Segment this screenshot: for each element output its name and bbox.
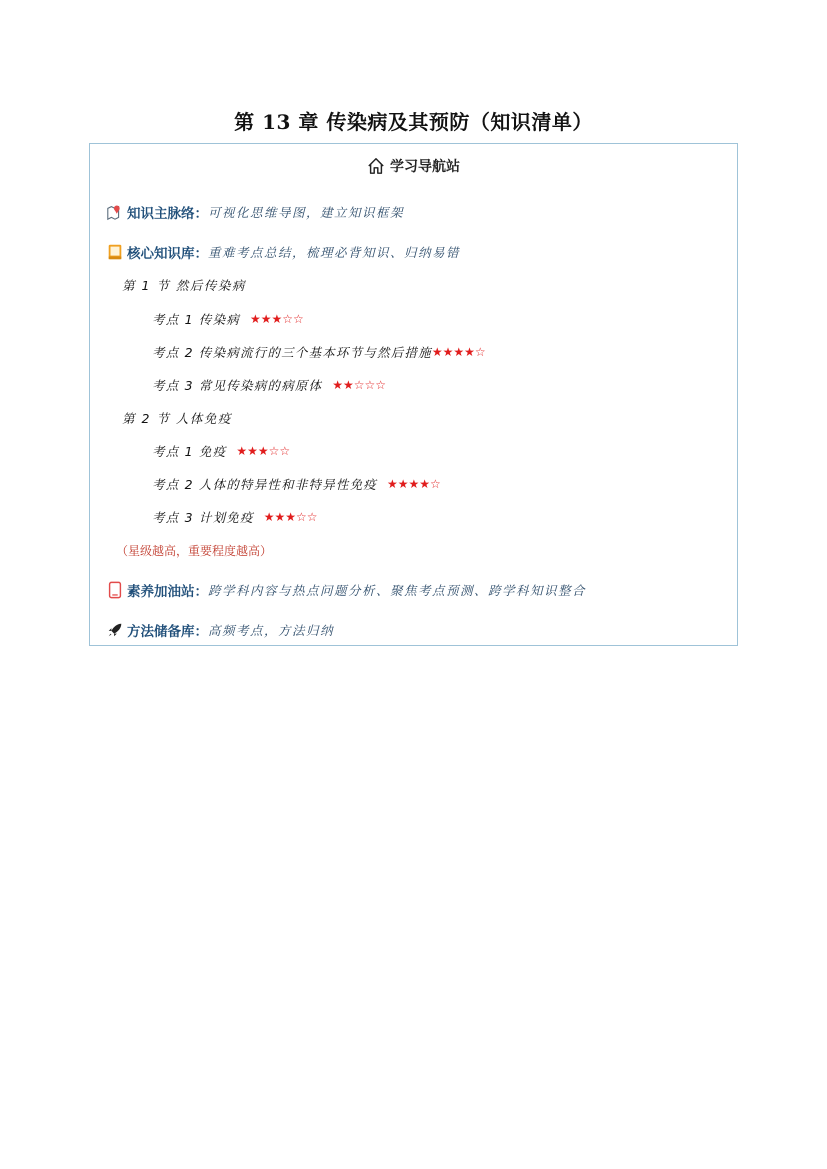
booster-text: 跨学科内容与热点问题分析、聚焦考点预测、跨学科知识整合 <box>208 583 587 598</box>
map-pin-icon <box>106 203 124 221</box>
point-2-1-stars: ★★★☆☆ <box>236 444 291 458</box>
core-text: 重难考点总结，梳理必背知识、归纳易错 <box>208 245 461 260</box>
booster-label: 素养加油站： <box>127 584 208 600</box>
point-2-2 <box>152 475 441 493</box>
methods-label: 方法储备库： <box>127 624 208 640</box>
point-2-1 <box>152 442 290 460</box>
methods-text: 高频考点，方法归纳 <box>208 623 335 638</box>
knowledge-box <box>89 143 738 646</box>
home-icon <box>367 157 385 175</box>
mindmap-label: 知识主脉络： <box>127 206 208 222</box>
section-booster <box>106 580 586 600</box>
importance-note-text: （星级越高，重要程度越高） <box>116 544 273 558</box>
point-1-1 <box>152 310 304 328</box>
point-2-2-label: 考点 2 人体的特异性和非特异性免疫 <box>152 477 378 492</box>
section-core <box>106 242 460 262</box>
point-2-3 <box>152 508 318 526</box>
phone-icon <box>106 581 124 599</box>
point-1-3-stars: ★★☆☆☆ <box>332 378 386 392</box>
nav-header <box>90 156 737 179</box>
point-1-3-label: 考点 3 常见传染病的病原体 <box>152 378 323 393</box>
point-1-1-stars: ★★★☆☆ <box>250 312 304 326</box>
point-1-3 <box>152 376 386 394</box>
importance-note <box>116 542 272 559</box>
point-1-2-label: 考点 2 传染病流行的三个基本环节与然后措施 <box>152 345 432 360</box>
point-1-1-label: 考点 1 传染病 <box>152 312 240 327</box>
rocket-icon <box>106 621 124 639</box>
chapter-1-title <box>122 276 246 294</box>
mindmap-text: 可视化思维导图，建立知识框架 <box>208 205 405 220</box>
point-1-2-stars: ★★★★☆ <box>431 345 486 359</box>
chapter-2-label: 第 2 节 人体免疫 <box>122 411 232 426</box>
page-title: 第 13 章 传染病及其预防（知识清单） <box>234 110 593 134</box>
chapter-1-label: 第 1 节 然后传染病 <box>122 278 246 293</box>
point-1-2 <box>152 343 486 361</box>
point-2-2-stars: ★★★★☆ <box>387 477 441 491</box>
section-mindmap <box>106 202 404 222</box>
section-methods <box>106 620 334 640</box>
nav-label: 学习导航站 <box>390 159 460 175</box>
chapter-2-title <box>122 409 232 427</box>
point-2-3-stars: ★★★☆☆ <box>263 510 318 524</box>
book-icon <box>106 243 124 261</box>
core-label: 核心知识库： <box>127 246 208 262</box>
point-2-1-label: 考点 1 免疫 <box>152 444 227 459</box>
point-2-3-label: 考点 3 计划免疫 <box>152 510 254 525</box>
